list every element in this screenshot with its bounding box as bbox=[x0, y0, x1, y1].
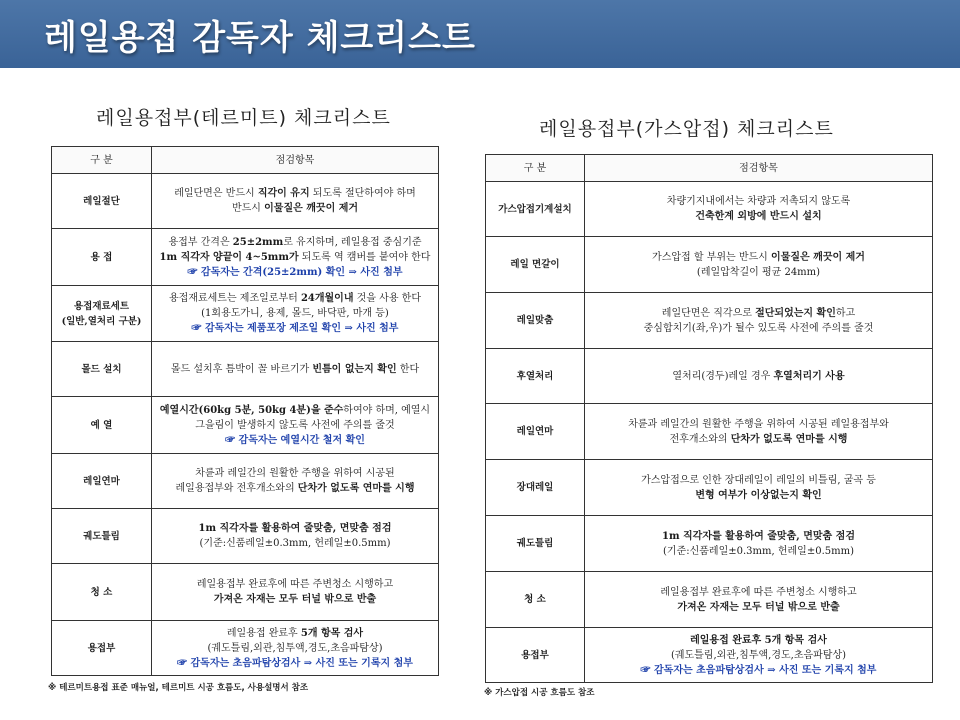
slide-title: 레일용접 감독자 체크리스트 bbox=[44, 18, 476, 58]
check-item-line bbox=[589, 265, 928, 280]
check-text: 직각이 유지 bbox=[257, 188, 310, 199]
check-text: 건축한계 외방에 반드시 설치 bbox=[695, 211, 822, 222]
table-row bbox=[486, 182, 933, 237]
check-text: (1회용도가니, 용제, 몰드, 바닥판, 마개 등) bbox=[201, 308, 389, 319]
check-text: 레일용접 완료후 5개 항목 검사 bbox=[690, 634, 827, 646]
check-text: 레일용접부 완료후에 따른 주변청소 시행하고 bbox=[196, 579, 394, 590]
row-category bbox=[486, 182, 585, 237]
table-row bbox=[52, 454, 439, 509]
row-check-items bbox=[152, 454, 439, 509]
check-text: 레일단면은 직각으로 bbox=[661, 307, 756, 319]
check-text: 이물질은 깨끗이 제거 bbox=[264, 203, 359, 214]
check-text: 하여야 하며, 예열시 bbox=[343, 404, 431, 416]
row-check-items bbox=[585, 404, 933, 460]
slide-header bbox=[0, 0, 960, 68]
check-text: 것을 사용 한다 bbox=[353, 293, 421, 304]
check-item-line bbox=[156, 656, 434, 671]
row-category-label: 청 소 bbox=[90, 586, 113, 598]
check-item-line bbox=[589, 250, 928, 265]
check-item-line bbox=[589, 432, 928, 447]
left-footnote: ※ 테르미트용접 표준 매뉴얼, 테르미트 시공 흐름도, 사용설명서 참조 bbox=[48, 683, 309, 693]
row-category bbox=[486, 293, 585, 349]
check-text: (기준:신품레일±0.3mm, 헌레일±0.5mm) bbox=[199, 538, 391, 549]
check-item-line bbox=[156, 362, 434, 377]
supervisor-note: ☞ 감독자는 간격(25±2mm) 확인 ⇒ 사진 첨부 bbox=[187, 266, 403, 278]
supervisor-note: ☞ 감독자는 제품포장 제조일 확인 ⇒ 사진 첨부 bbox=[191, 323, 399, 334]
check-item-line bbox=[156, 306, 434, 321]
check-text: 1m 직각자를 활용하여 줄맞춤, 면맞춤 점검 bbox=[198, 523, 392, 534]
check-item-line bbox=[589, 488, 928, 503]
check-item-line bbox=[156, 321, 434, 336]
row-category bbox=[52, 454, 152, 509]
row-category bbox=[52, 564, 152, 621]
table-row bbox=[52, 229, 439, 286]
check-item-line bbox=[156, 418, 434, 433]
row-category bbox=[52, 509, 152, 564]
check-item-line bbox=[156, 466, 434, 481]
check-item-line bbox=[589, 306, 928, 321]
row-category-sublabel: (일반,열처리 구분) bbox=[61, 315, 142, 327]
check-text: 가스압접 할 부위는 반드시 bbox=[652, 251, 772, 263]
row-category-label: 몰드 설치 bbox=[81, 363, 122, 375]
check-text: 예열시간(60kg 5분, 50kg 4분)을 준수 bbox=[159, 404, 344, 416]
check-text: 반드시 bbox=[231, 203, 265, 214]
check-text: 레일용접 완료후 bbox=[226, 627, 301, 639]
table-row bbox=[52, 509, 439, 564]
row-category bbox=[486, 516, 585, 572]
table-row bbox=[52, 564, 439, 621]
check-text: 25±2mm bbox=[232, 236, 284, 248]
row-category bbox=[52, 286, 152, 342]
check-item-line bbox=[156, 186, 434, 201]
row-check-items bbox=[152, 564, 439, 621]
check-text: 가스압접으로 인한 장대레일이 레일의 비틀림, 굴곡 등 bbox=[641, 474, 876, 486]
check-item-line bbox=[156, 235, 434, 250]
header-category: 구 분 bbox=[52, 147, 152, 174]
row-category bbox=[486, 237, 585, 293]
row-category-label: 용접부 bbox=[521, 649, 549, 661]
row-category-label: 궤도틀림 bbox=[516, 538, 554, 549]
row-check-items bbox=[585, 460, 933, 516]
check-item-line bbox=[589, 473, 928, 488]
supervisor-note: ☞ 감독자는 초음파탐상검사 ⇒ 사진 또는 기록지 첨부 bbox=[177, 657, 413, 669]
check-item-line bbox=[589, 663, 928, 678]
gas-pressure-checklist-table bbox=[485, 154, 933, 683]
header-items: 점검항목 bbox=[585, 155, 933, 182]
table-header-row bbox=[486, 155, 933, 182]
check-text: 용접부 간격은 bbox=[168, 236, 233, 248]
row-check-items bbox=[585, 237, 933, 293]
row-category-label: 궤도틀림 bbox=[83, 530, 120, 542]
row-check-items bbox=[152, 397, 439, 454]
row-category bbox=[486, 628, 585, 683]
check-item-line bbox=[156, 265, 434, 280]
header-category: 구 분 bbox=[486, 155, 585, 182]
table-row bbox=[486, 572, 933, 628]
row-check-items bbox=[585, 293, 933, 349]
row-check-items bbox=[152, 286, 439, 342]
row-category-label: 용접재료세트 bbox=[73, 300, 130, 312]
row-category-label: 용 접 bbox=[90, 251, 113, 263]
left-checklist-title: 레일용접부(테르미트) 체크리스트 bbox=[96, 107, 391, 129]
row-category-label: 레일절단 bbox=[83, 195, 120, 207]
check-text: 전후개소와의 bbox=[669, 433, 731, 445]
row-check-items bbox=[152, 509, 439, 564]
check-item-line bbox=[156, 250, 434, 265]
check-item-line bbox=[156, 592, 434, 607]
check-text: 24개월이내 bbox=[300, 293, 354, 304]
table-row bbox=[52, 397, 439, 454]
check-text: 절단되었는지 확인 bbox=[755, 307, 836, 319]
row-check-items bbox=[152, 342, 439, 397]
check-item-line bbox=[589, 369, 928, 384]
check-item-line bbox=[156, 577, 434, 592]
check-text: 한다 bbox=[396, 363, 420, 375]
check-text: 가져온 자재는 모두 터널 밖으로 반출 bbox=[213, 594, 377, 605]
row-check-items bbox=[152, 229, 439, 286]
check-text: 이물질은 깨끗이 제거 bbox=[771, 251, 865, 263]
table-row bbox=[486, 293, 933, 349]
check-item-line bbox=[156, 521, 434, 536]
check-item-line bbox=[589, 600, 928, 615]
row-category bbox=[52, 621, 152, 676]
row-category-label: 장대레일 bbox=[516, 482, 554, 493]
row-category-label: 레일연마 bbox=[83, 475, 120, 487]
check-item-line bbox=[589, 585, 928, 600]
table-row bbox=[486, 460, 933, 516]
supervisor-note: ☞ 감독자는 예열시간 철저 확인 bbox=[225, 434, 365, 446]
check-text: 레일용접부 완료후에 따른 주변청소 시행하고 bbox=[660, 586, 857, 598]
check-text: 차륜과 레일간의 원활한 주행을 위하여 시공된 레일용접부와 bbox=[628, 418, 889, 430]
check-item-line bbox=[589, 417, 928, 432]
row-category bbox=[52, 229, 152, 286]
gas-pressure-checklist-body bbox=[486, 182, 933, 683]
check-item-line bbox=[156, 291, 434, 306]
table-row bbox=[486, 237, 933, 293]
check-text: 빈틈이 없는지 확인 bbox=[312, 363, 397, 375]
check-text: 5개 항목 검사 bbox=[300, 627, 364, 639]
table-row bbox=[486, 349, 933, 404]
row-category-label: 후열처리 bbox=[516, 370, 554, 382]
check-text: 가져온 자재는 모두 터널 밖으로 반출 bbox=[677, 601, 840, 613]
row-check-items bbox=[585, 572, 933, 628]
row-category bbox=[486, 349, 585, 404]
check-text: 그을림이 발생하지 않도록 사전에 주의를 줄것 bbox=[195, 419, 395, 431]
table-row bbox=[52, 342, 439, 397]
table-row bbox=[486, 404, 933, 460]
check-item-line bbox=[589, 648, 928, 663]
check-text: 레일용접부와 전후개소와의 bbox=[175, 483, 298, 494]
row-category bbox=[486, 460, 585, 516]
check-text: 되도록 절단하여야 하며 bbox=[309, 188, 416, 199]
row-category bbox=[486, 572, 585, 628]
check-text: (레일압착길이 평균 24mm) bbox=[696, 266, 821, 278]
row-check-items bbox=[152, 174, 439, 229]
row-category-label: 레일 면갈이 bbox=[510, 259, 560, 270]
check-item-line bbox=[589, 633, 928, 648]
table-row bbox=[52, 174, 439, 229]
check-item-line bbox=[156, 433, 434, 448]
check-text: 열처리(경두)레일 경우 bbox=[672, 370, 774, 382]
check-text: 단차가 없도록 연마를 시행 bbox=[730, 433, 848, 445]
check-text: 차륜과 레일간의 원활한 주행을 위하여 시공된 bbox=[195, 468, 395, 479]
check-item-line bbox=[156, 641, 434, 656]
check-item-line bbox=[589, 321, 928, 336]
check-text: (기준:신품레일±0.3mm, 헌레일±0.5mm) bbox=[663, 545, 854, 557]
table-row bbox=[52, 286, 439, 342]
table-row bbox=[486, 516, 933, 572]
right-footnote: ※ 가스압접 시공 흐름도 참조 bbox=[484, 688, 595, 698]
check-text: 변형 여부가 이상없는지 확인 bbox=[695, 489, 822, 501]
row-category bbox=[52, 342, 152, 397]
check-text: (궤도틀림,외관,침투액,경도,초음파탐상) bbox=[207, 642, 383, 654]
check-item-line bbox=[156, 481, 434, 496]
row-category-label: 레일연마 bbox=[516, 426, 554, 437]
check-text: 차량기지내에서는 차량과 저촉되지 않도록 bbox=[666, 196, 851, 207]
row-check-items bbox=[152, 621, 439, 676]
row-category bbox=[486, 404, 585, 460]
row-category-label: 청 소 bbox=[524, 594, 546, 605]
check-item-line bbox=[156, 536, 434, 551]
row-check-items bbox=[585, 349, 933, 404]
table-header-row bbox=[52, 147, 439, 174]
table-row bbox=[486, 628, 933, 683]
row-category-label: 가스압접기계설치 bbox=[498, 203, 572, 215]
check-item-line bbox=[156, 403, 434, 418]
check-item-line bbox=[589, 529, 928, 544]
check-text: 로 유지하며, 레일용접 중심기준 bbox=[283, 236, 422, 248]
row-check-items bbox=[585, 628, 933, 683]
row-category-label: 레일맞춤 bbox=[516, 315, 554, 326]
check-text: 하고 bbox=[835, 307, 856, 319]
check-text: 1m 직각자 양끝이 4~5mm가 bbox=[159, 251, 299, 263]
check-text: 후열처리기 사용 bbox=[773, 370, 845, 382]
row-check-items bbox=[585, 182, 933, 237]
header-items: 점검항목 bbox=[152, 147, 439, 174]
check-text: 레일단면은 반드시 bbox=[174, 188, 258, 199]
thermit-checklist-body bbox=[52, 174, 439, 676]
table-row bbox=[52, 621, 439, 676]
check-item-line bbox=[156, 626, 434, 641]
check-text: 몰드 설치후 틈박이 꼴 바르기가 bbox=[170, 363, 313, 375]
check-text: 단차가 없도록 연마를 시행 bbox=[297, 483, 415, 494]
row-category bbox=[52, 174, 152, 229]
supervisor-note: ☞ 감독자는 초음파탐상검사 ⇒ 사진 또는 기록지 첨부 bbox=[640, 664, 877, 676]
check-item-line bbox=[589, 194, 928, 209]
row-category-label: 용접부 bbox=[87, 642, 116, 654]
row-category bbox=[52, 397, 152, 454]
check-text: 되도록 역 캠버를 붙여야 한다 bbox=[298, 251, 431, 263]
check-text: 용접재료세트는 제조일로부터 bbox=[169, 293, 301, 304]
check-text: (궤도틀림,외관,침투액,경도,초음파탐상) bbox=[670, 649, 847, 661]
row-category-label: 예 열 bbox=[90, 419, 113, 431]
check-text: 1m 직각자를 활용하여 줄맞춤, 면맞춤 점검 bbox=[662, 530, 855, 542]
check-item-line bbox=[589, 209, 928, 224]
thermit-checklist-table bbox=[51, 146, 439, 676]
row-check-items bbox=[585, 516, 933, 572]
right-checklist-title: 레일용접부(가스압접) 체크리스트 bbox=[539, 118, 834, 140]
check-text: 중심합치기(좌,우)가 될수 있도록 사전에 주의를 줄것 bbox=[643, 322, 874, 334]
check-item-line bbox=[156, 201, 434, 216]
check-item-line bbox=[589, 544, 928, 559]
